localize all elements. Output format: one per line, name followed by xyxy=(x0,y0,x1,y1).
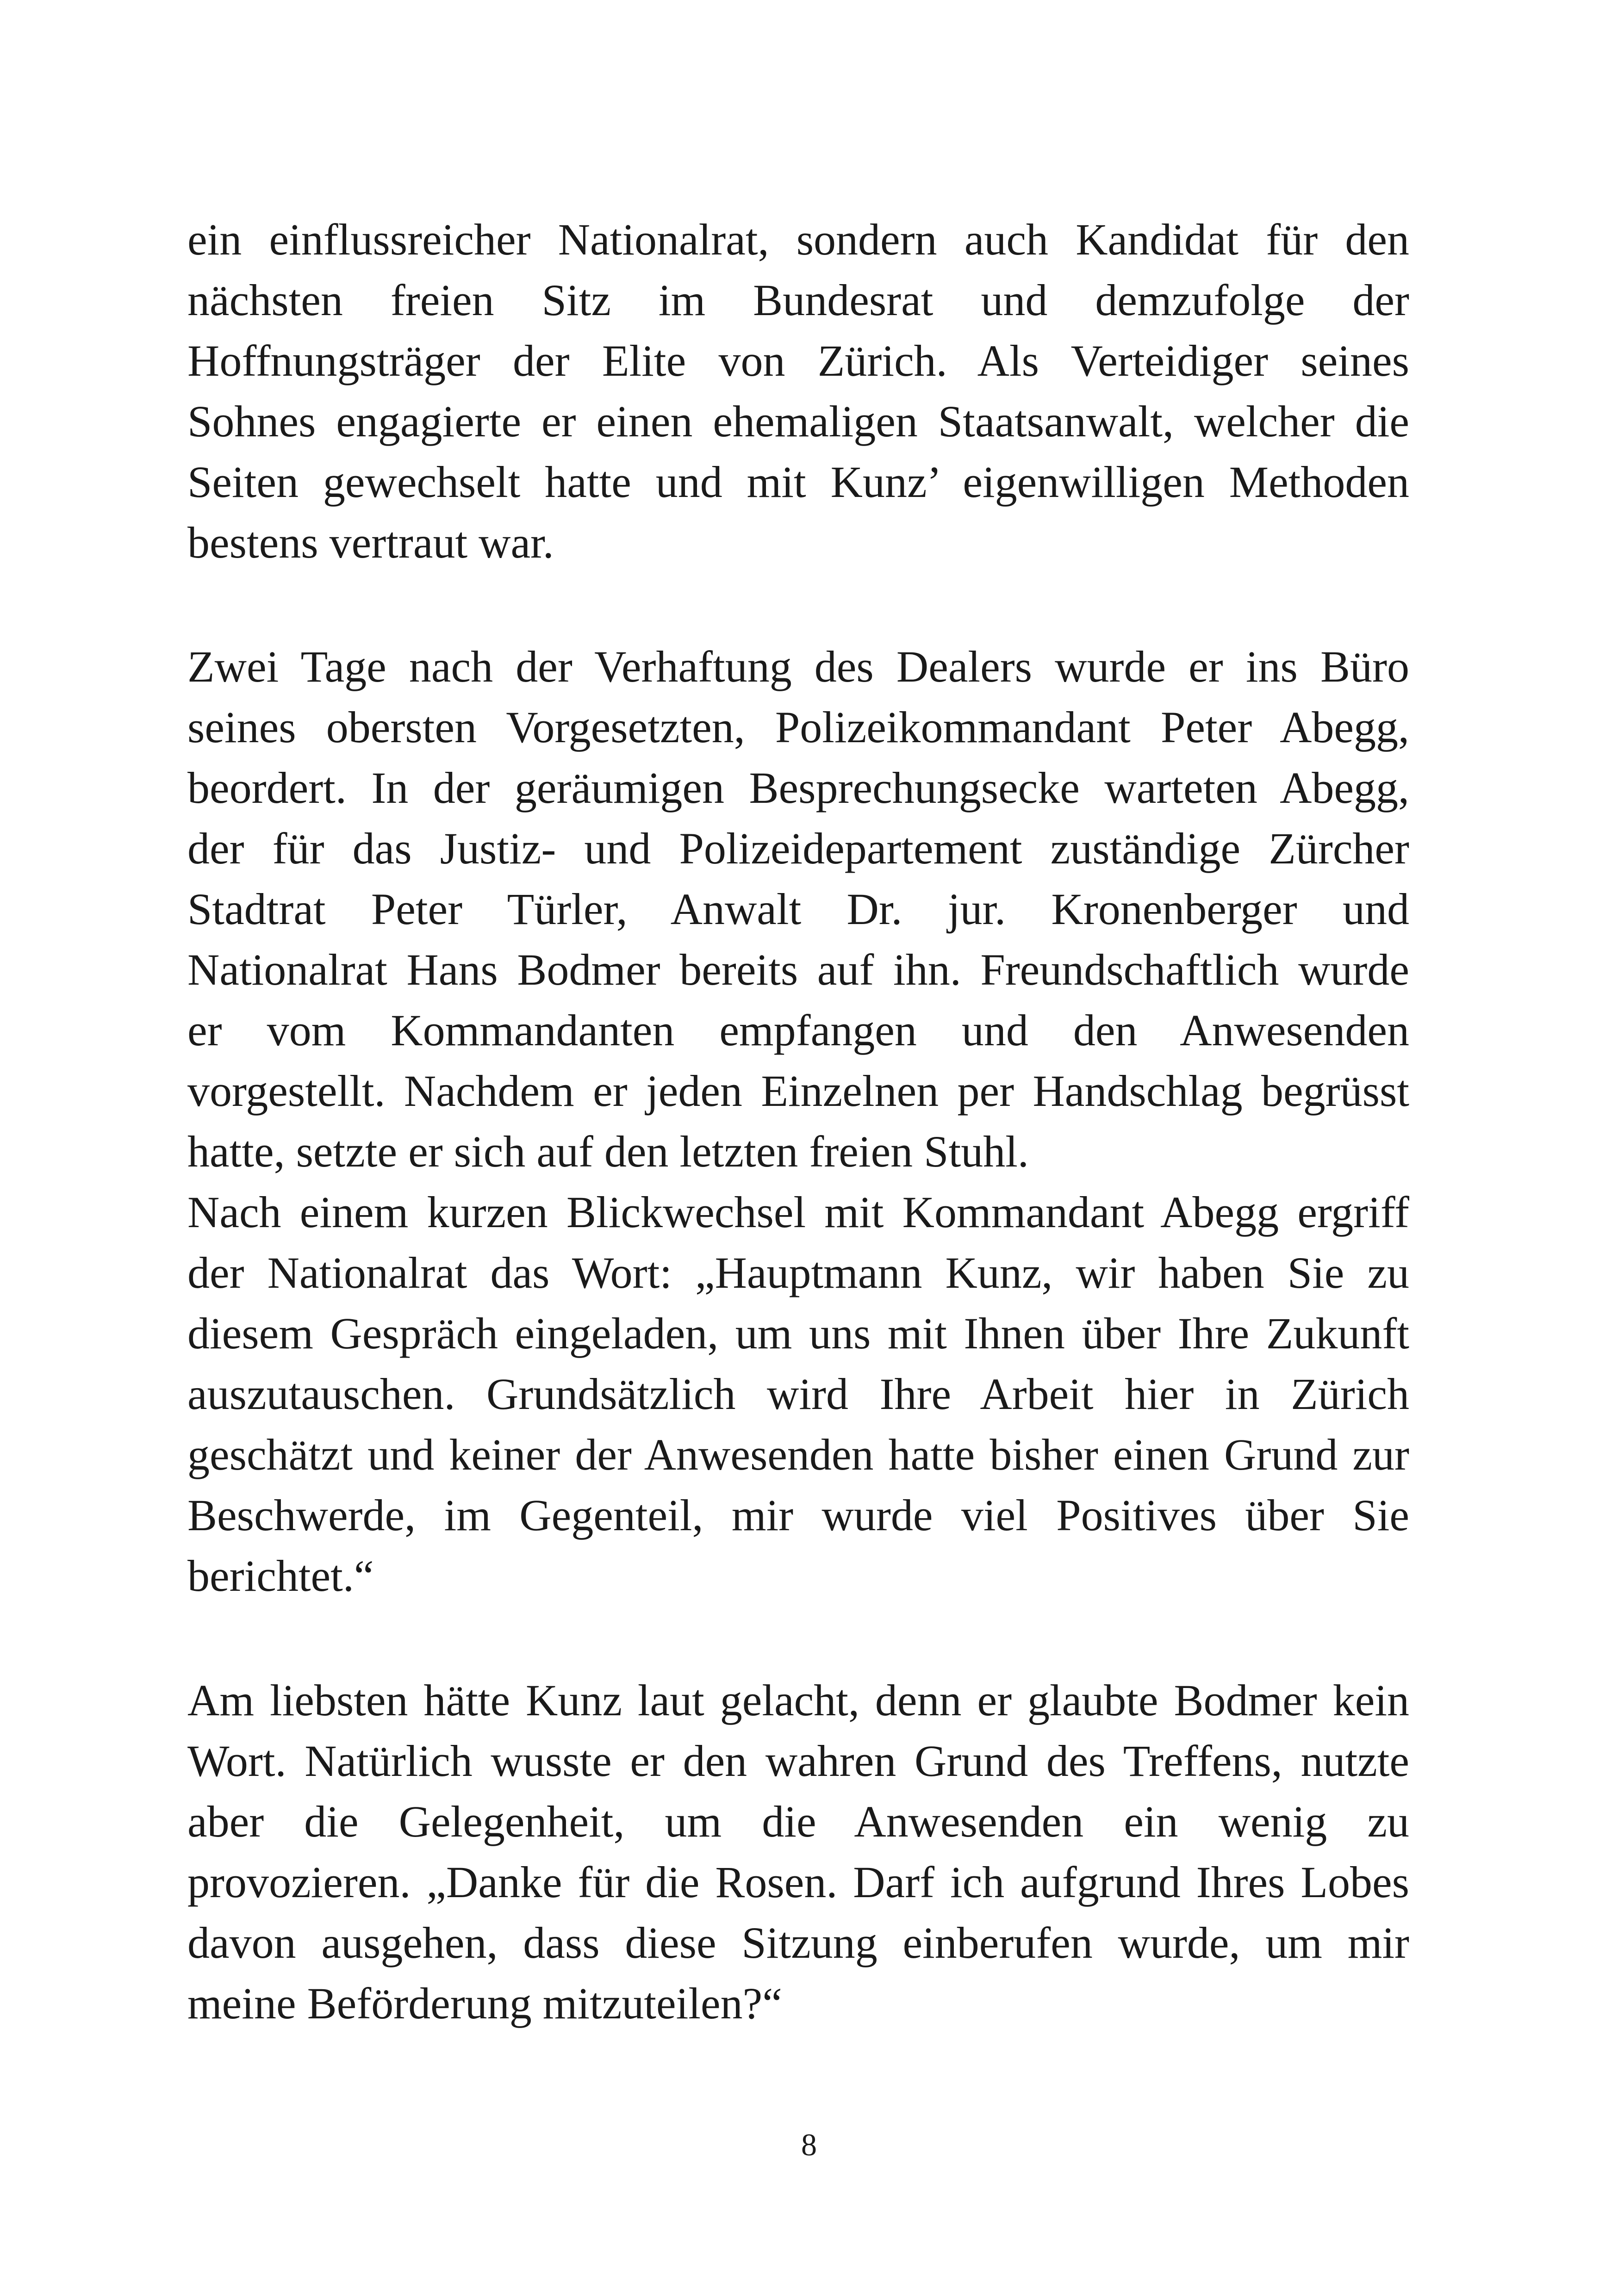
text-line: er vom Kommandanten empfangen und den Anwesenden xyxy=(187,1005,1409,1055)
text-line: hatte, setzte er sich auf den letzten freien Stuhl. xyxy=(187,1127,1029,1176)
text-line: auszutauschen. Grundsätzlich wird Ihre Arbeit hier in Zürich xyxy=(187,1369,1409,1419)
text-line: Beschwerde, im Gegenteil, mir wurde viel Positives über Sie xyxy=(187,1490,1409,1540)
text-line: der für das Justiz- und Polizeidepartement zuständige Zürcher xyxy=(187,824,1409,873)
paragraph-1 xyxy=(187,209,1409,573)
text-line: beordert. In der geräumigen Besprechungsecke warteten Abegg, xyxy=(187,763,1409,813)
text-line: provozieren. „Danke für die Rosen. Darf ich aufgrund Ihres Lobes xyxy=(187,1857,1409,1907)
text-line: berichtet.“ xyxy=(187,1551,374,1601)
text-line: geschätzt und keiner der Anwesenden hatte bisher einen Grund zur xyxy=(187,1430,1409,1479)
page-number: 8 xyxy=(801,2127,817,2162)
text-line: Zwei Tage nach der Verhaftung des Dealers wurde er ins Büro xyxy=(187,642,1409,691)
text-line: Sohnes engagierte er einen ehemaligen Staatsanwalt, welcher die xyxy=(187,397,1409,446)
text-line: seines obersten Vorgesetzten, Polizeikommandant Peter Abegg, xyxy=(187,702,1409,752)
text-line: meine Beförderung mitzuteilen?“ xyxy=(187,1979,782,2028)
text-line: Stadtrat Peter Türler, Anwalt Dr. jur. Kronenberger und xyxy=(187,884,1409,934)
text-line: aber die Gelegenheit, um die Anwesenden ein wenig zu xyxy=(187,1797,1409,1846)
text-line: Wort. Natürlich wusste er den wahren Grund des Treffens, nutzte xyxy=(187,1736,1409,1786)
text-line: Hoffnungsträger der Elite von Zürich. Als Verteidiger seines xyxy=(187,336,1409,385)
text-line: Seiten gewechselt hatte und mit Kunz’ eigenwilligen Methoden xyxy=(187,457,1409,507)
text-line: der Nationalrat das Wort: „Hauptmann Kunz, wir haben Sie zu xyxy=(187,1248,1409,1297)
text-line: bestens vertraut war. xyxy=(187,518,554,567)
text-line: ein einflussreicher Nationalrat, sondern auch Kandidat für den xyxy=(187,215,1409,264)
text-line: davon ausgehen, dass diese Sitzung einberufen wurde, um mir xyxy=(187,1918,1409,1967)
text-line: nächsten freien Sitz im Bundesrat und demzufolge der xyxy=(187,275,1409,325)
text-line: vorgestellt. Nachdem er jeden Einzelnen per Handschlag begrüsst xyxy=(187,1066,1409,1116)
paragraph-3 xyxy=(187,1182,1409,1606)
paragraph-2 xyxy=(187,636,1409,1182)
text-line: Am liebsten hätte Kunz laut gelacht, denn er glaubte Bodmer kein xyxy=(187,1675,1409,1725)
text-line: diesem Gespräch eingeladen, um uns mit Ihnen über Ihre Zukunft xyxy=(187,1309,1409,1358)
text-line: Nach einem kurzen Blickwechsel mit Kommandant Abegg ergriff xyxy=(187,1187,1409,1237)
paragraph-4 xyxy=(187,1670,1409,2034)
text-line: Nationalrat Hans Bodmer bereits auf ihn. Freundschaftlich wurde xyxy=(187,945,1409,994)
